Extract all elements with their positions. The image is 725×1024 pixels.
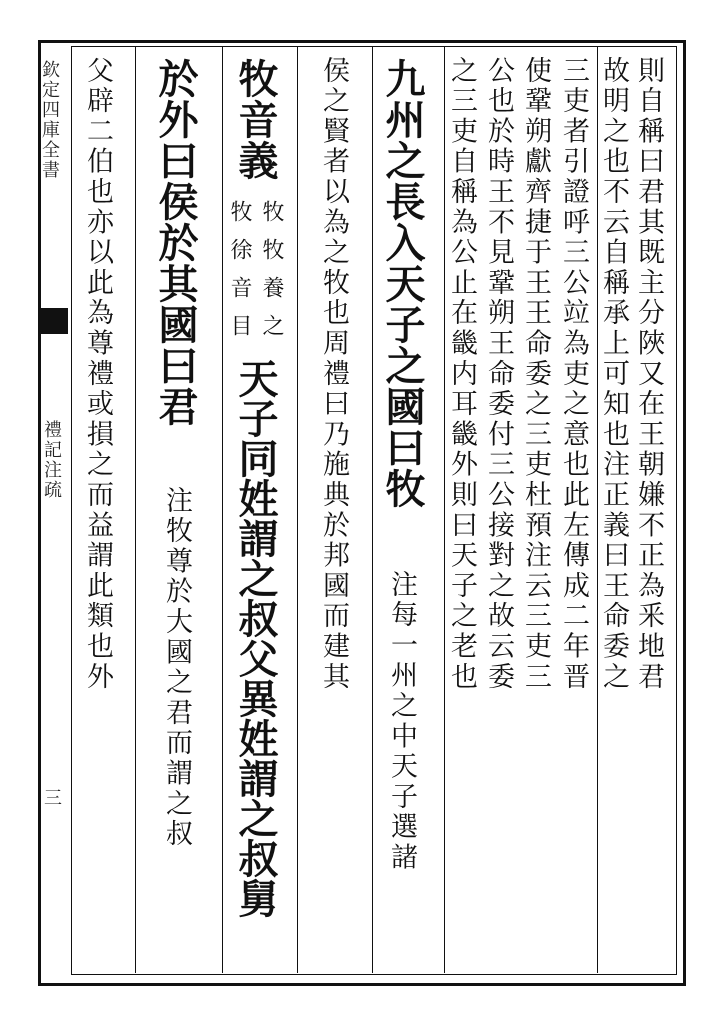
book-title: 欽定四庫全書 bbox=[39, 60, 60, 180]
text-column-3: 三吏者引證呼三公竝為吏之意也此左傳成二年晋 bbox=[558, 56, 589, 693]
column-rule bbox=[444, 46, 445, 973]
double-note-left: 牧徐音目 bbox=[227, 200, 252, 352]
main-text-column-7: 九州之長入天子之國曰牧 bbox=[379, 58, 426, 509]
column-rule bbox=[297, 46, 298, 973]
section-title: 禮記注疏 bbox=[41, 420, 62, 500]
column-rule bbox=[135, 46, 136, 973]
column-rule bbox=[372, 46, 373, 973]
double-note-right: 牧牧養之 bbox=[259, 200, 284, 352]
text-column-6: 之三吏自稱為公止在畿内耳畿外則曰天子之老也 bbox=[446, 56, 477, 693]
page-number: 三 bbox=[41, 788, 62, 808]
commentary-column-7: 注每一州之中天子選諸 bbox=[386, 570, 417, 873]
text-column-1: 則自稱曰君其既主分陜又在王朝嫌不正為釆地君 bbox=[633, 56, 664, 693]
main-text-column-9a: 牧音義 bbox=[232, 58, 279, 181]
main-text-column-9b: 天子同姓謂之叔父異姓謂之叔舅 bbox=[232, 358, 279, 918]
commentary-column-10: 注牧尊於大國之君而謂之叔 bbox=[161, 486, 192, 850]
text-column-11: 父辟二伯也亦以此為尊禮或損之而益謂此類也外 bbox=[82, 56, 113, 693]
text-column-5: 公也於時王不見鞏朔王命委付三公接對之故云委 bbox=[483, 56, 514, 693]
main-text-column-10: 於外曰侯於其國曰君 bbox=[152, 58, 199, 427]
column-rule bbox=[222, 46, 223, 973]
column-rule bbox=[71, 46, 72, 973]
text-column-8: 侯之賢者以為之牧也周禮曰乃施典於邦國而建其 bbox=[318, 56, 349, 693]
fishtail-mark bbox=[38, 308, 68, 334]
text-column-4: 使鞏朔獻齊捷于王王命委之三吏杜預注云三吏三 bbox=[520, 56, 551, 693]
text-column-2: 故明之也不云自稱承上可知也注正義曰王命委之 bbox=[598, 56, 629, 693]
